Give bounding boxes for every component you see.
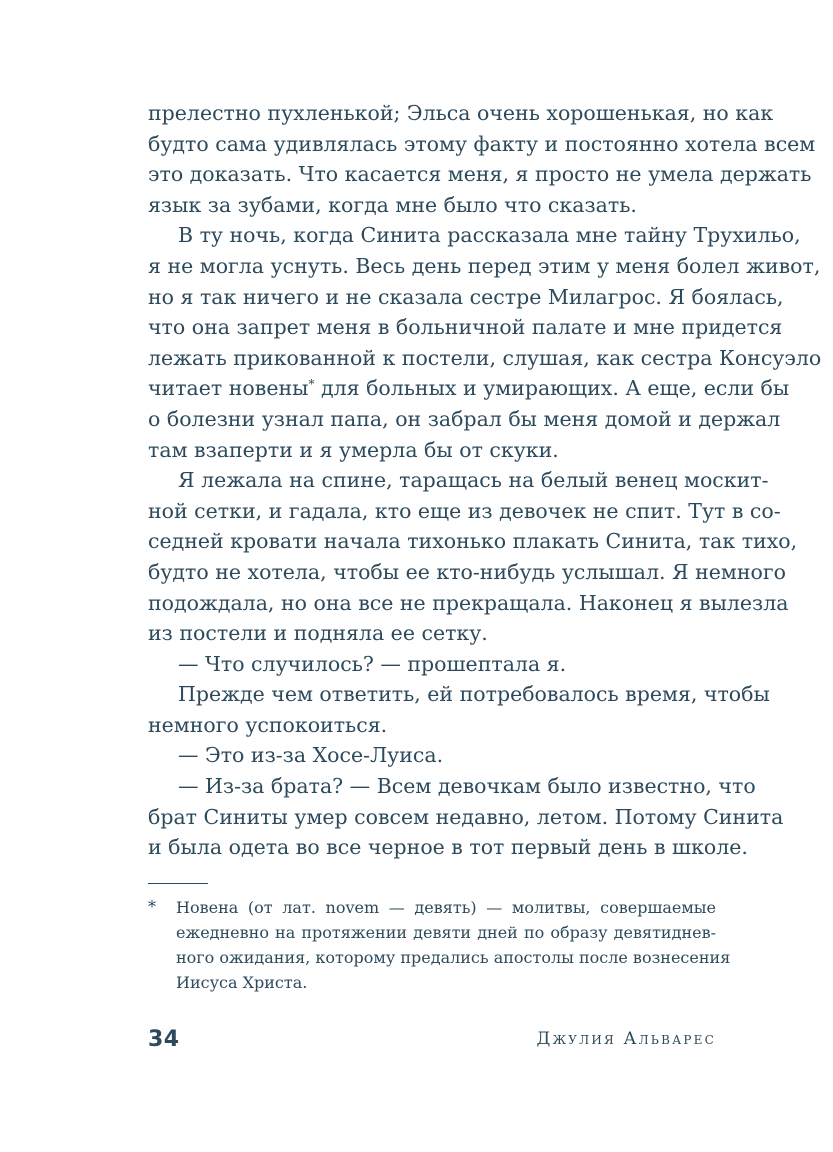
text-line: немного успокоиться. <box>148 712 388 737</box>
text-line: Прежде чем ответить, ей потребовалось время, чтобы <box>178 682 770 707</box>
text-line: В ту ночь, когда Синита рассказала мне тайну Трухильо, <box>178 223 801 248</box>
body-text <box>148 98 822 863</box>
text-line: и была одета во все черное в тот первый день в школе. <box>148 835 748 860</box>
footnote-line: ежедневно на протяжении девяти дней по образу девятиднев- <box>176 923 716 942</box>
text-segment: читает новены <box>148 376 309 401</box>
text-line: будто сама удивлялась этому факту и постоянно хотела всем <box>148 131 816 156</box>
text-line: прелестно пухленькой; Эльса очень хорошенькая, но как <box>148 101 774 125</box>
footnote-line: Иисуса Христа. <box>176 973 308 992</box>
text-line: лежать прикованной к постели, слушая, как сестра Консуэло <box>148 345 822 370</box>
text-line: подождала, но она все не прекращала. Наконец я вылезла <box>148 590 789 615</box>
text-line: будто не хотела, чтобы ее кто-нибудь услышал. Я немного <box>148 559 786 584</box>
page-number: 34 <box>148 1027 180 1052</box>
text-line: я не могла уснуть. Весь день перед этим у меня болел живот, <box>148 253 821 278</box>
footnote-text <box>176 895 731 995</box>
footnote-divider <box>148 883 208 884</box>
footnote-line: ного ожидания, которому предались апостолы после вознесения <box>176 948 731 967</box>
footnote-reference: * <box>308 377 315 392</box>
text-line: Я лежала на спине, таращась на белый венец москит- <box>178 468 769 493</box>
footnote-line: Новена (от лат. novem — девять) — молитвы, совершаемые <box>176 898 716 917</box>
text-line-with-footnote <box>148 373 790 404</box>
text-segment: для больных и умирающих. А еще, если бы <box>320 376 790 401</box>
running-head-author: Джулия Альварес <box>536 1029 716 1049</box>
text-line: брат Синиты умер совсем недавно, летом. Потому Синита <box>148 804 784 829</box>
text-line: — Что случилось? — прошептала я. <box>178 651 567 676</box>
text-line: что она запрет меня в больничной палате и мне придется <box>148 315 783 340</box>
text-line: это доказать. Что касается меня, я просто не умела держать <box>148 162 812 187</box>
text-line: о болезни узнал папа, он забрал бы меня домой и держал <box>148 406 781 431</box>
text-line: — Из-за брата? — Всем девочкам было известно, что <box>178 774 756 799</box>
text-line: седней кровати начала тихонько плакать Синита, так тихо, <box>148 529 798 554</box>
text-line: язык за зубами, когда мне было что сказать. <box>148 192 637 217</box>
text-line: но я так ничего и не сказала сестре Милагрос. Я боялась, <box>148 284 784 309</box>
text-line: из постели и подняла ее сетку. <box>148 621 488 646</box>
text-line: ной сетки, и гадала, кто еще из девочек не спит. Тут в со- <box>148 498 781 523</box>
text-line: там взаперти и я умерла бы от скуки. <box>148 437 559 462</box>
footnote-marker: * <box>148 897 156 916</box>
text-line: — Это из-за Хосе-Луиса. <box>178 743 444 768</box>
